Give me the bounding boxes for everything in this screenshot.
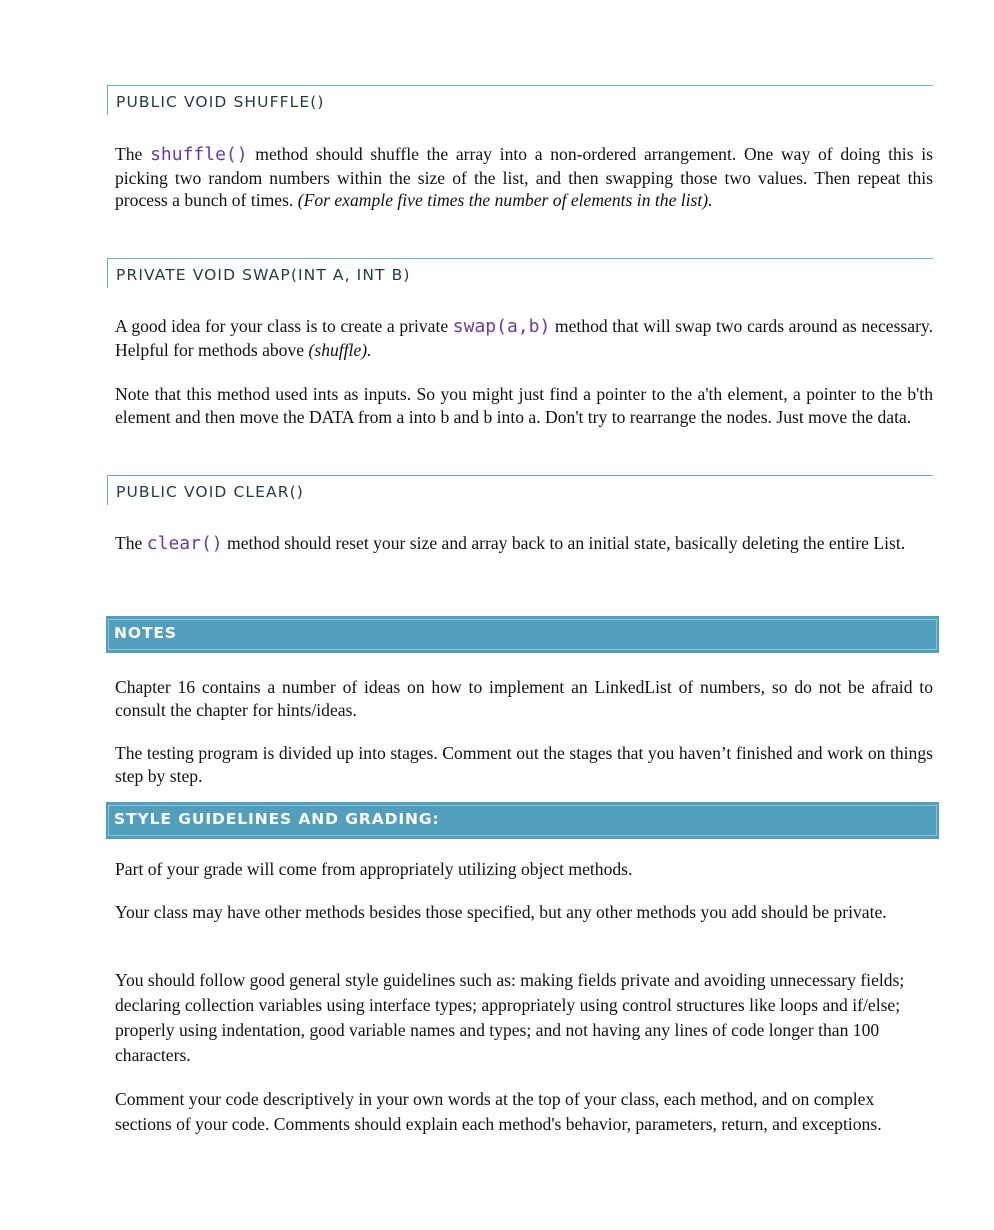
style-paragraph-4: Comment your code descriptively in your own words at the top of your class, each method, and on complex sections of your code. Comments should explain each method's behavior, parameters, return, and exceptions. (115, 1089, 882, 1134)
text: The (115, 533, 147, 553)
heading-clear (107, 475, 933, 505)
heading-style (106, 802, 939, 839)
heading-swap-text: PRIVATE VOID SWAP(INT A, INT B) (116, 266, 411, 284)
style-paragraph-1: Part of your grade will come from appropriately utilizing object methods. (115, 859, 633, 879)
shuffle-paragraph (115, 143, 933, 212)
italic-note: (For example five times the number of elements in the list). (297, 190, 713, 210)
clear-paragraph (115, 532, 933, 556)
notes-paragraph-2: The testing program is divided up into stages. Comment out the stages that you haven’t finished and work on things step by step. (115, 743, 933, 786)
heading-notes (106, 616, 939, 653)
text: The (115, 144, 151, 164)
swap-paragraph-2: Note that this method used ints as inputs. So you might just find a pointer to the a'th element, a pointer to the b'th element and then move the DATA from a into b and b into a. Don't try to rearrange the nodes. Just move the data. (115, 384, 933, 427)
swap-paragraph-1 (115, 315, 933, 361)
notes-paragraph-1: Chapter 16 contains a number of ideas on how to implement an LinkedList of numbers, so do not be afraid to consult the chapter for hints/ideas. (115, 677, 933, 720)
heading-notes-text: NOTES (114, 624, 177, 642)
heading-style-text: STYLE GUIDELINES AND GRADING: (114, 810, 440, 828)
code-swap: swap(a,b) (452, 316, 551, 337)
heading-shuffle (107, 85, 933, 115)
heading-swap (107, 258, 933, 288)
heading-shuffle-text: PUBLIC VOID SHUFFLE() (116, 93, 325, 111)
italic-note: (shuffle). (308, 339, 372, 360)
code-shuffle: shuffle() (150, 144, 248, 165)
text: method should reset your size and array back to an initial state, basically deleting the entire List. (222, 533, 906, 553)
text: method that will swap two cards around as necessary. Helpful for methods above (115, 316, 933, 360)
text: method should shuffle the array into a non-ordered arrangement. One way of doing this is picking two random numbers within the size of the list, and then swapping those two values. Then repeat this process a bunch of times. (115, 144, 933, 210)
text: A good idea for your class is to create a private (115, 316, 453, 336)
style-paragraph-2: Your class may have other methods besides those specified, but any other methods you add should be private. (115, 902, 887, 922)
code-clear: clear() (146, 533, 223, 554)
style-paragraph-3: You should follow good general style guidelines such as: making fields private and avoiding unnecessary fields; declaring collection variables using interface types; appropriately using control structures like loops and if/else; properly using indentation, good variable names and types; and not having any lines of code longer than 100 characters. (115, 970, 905, 1065)
heading-clear-text: PUBLIC VOID CLEAR() (116, 483, 304, 501)
